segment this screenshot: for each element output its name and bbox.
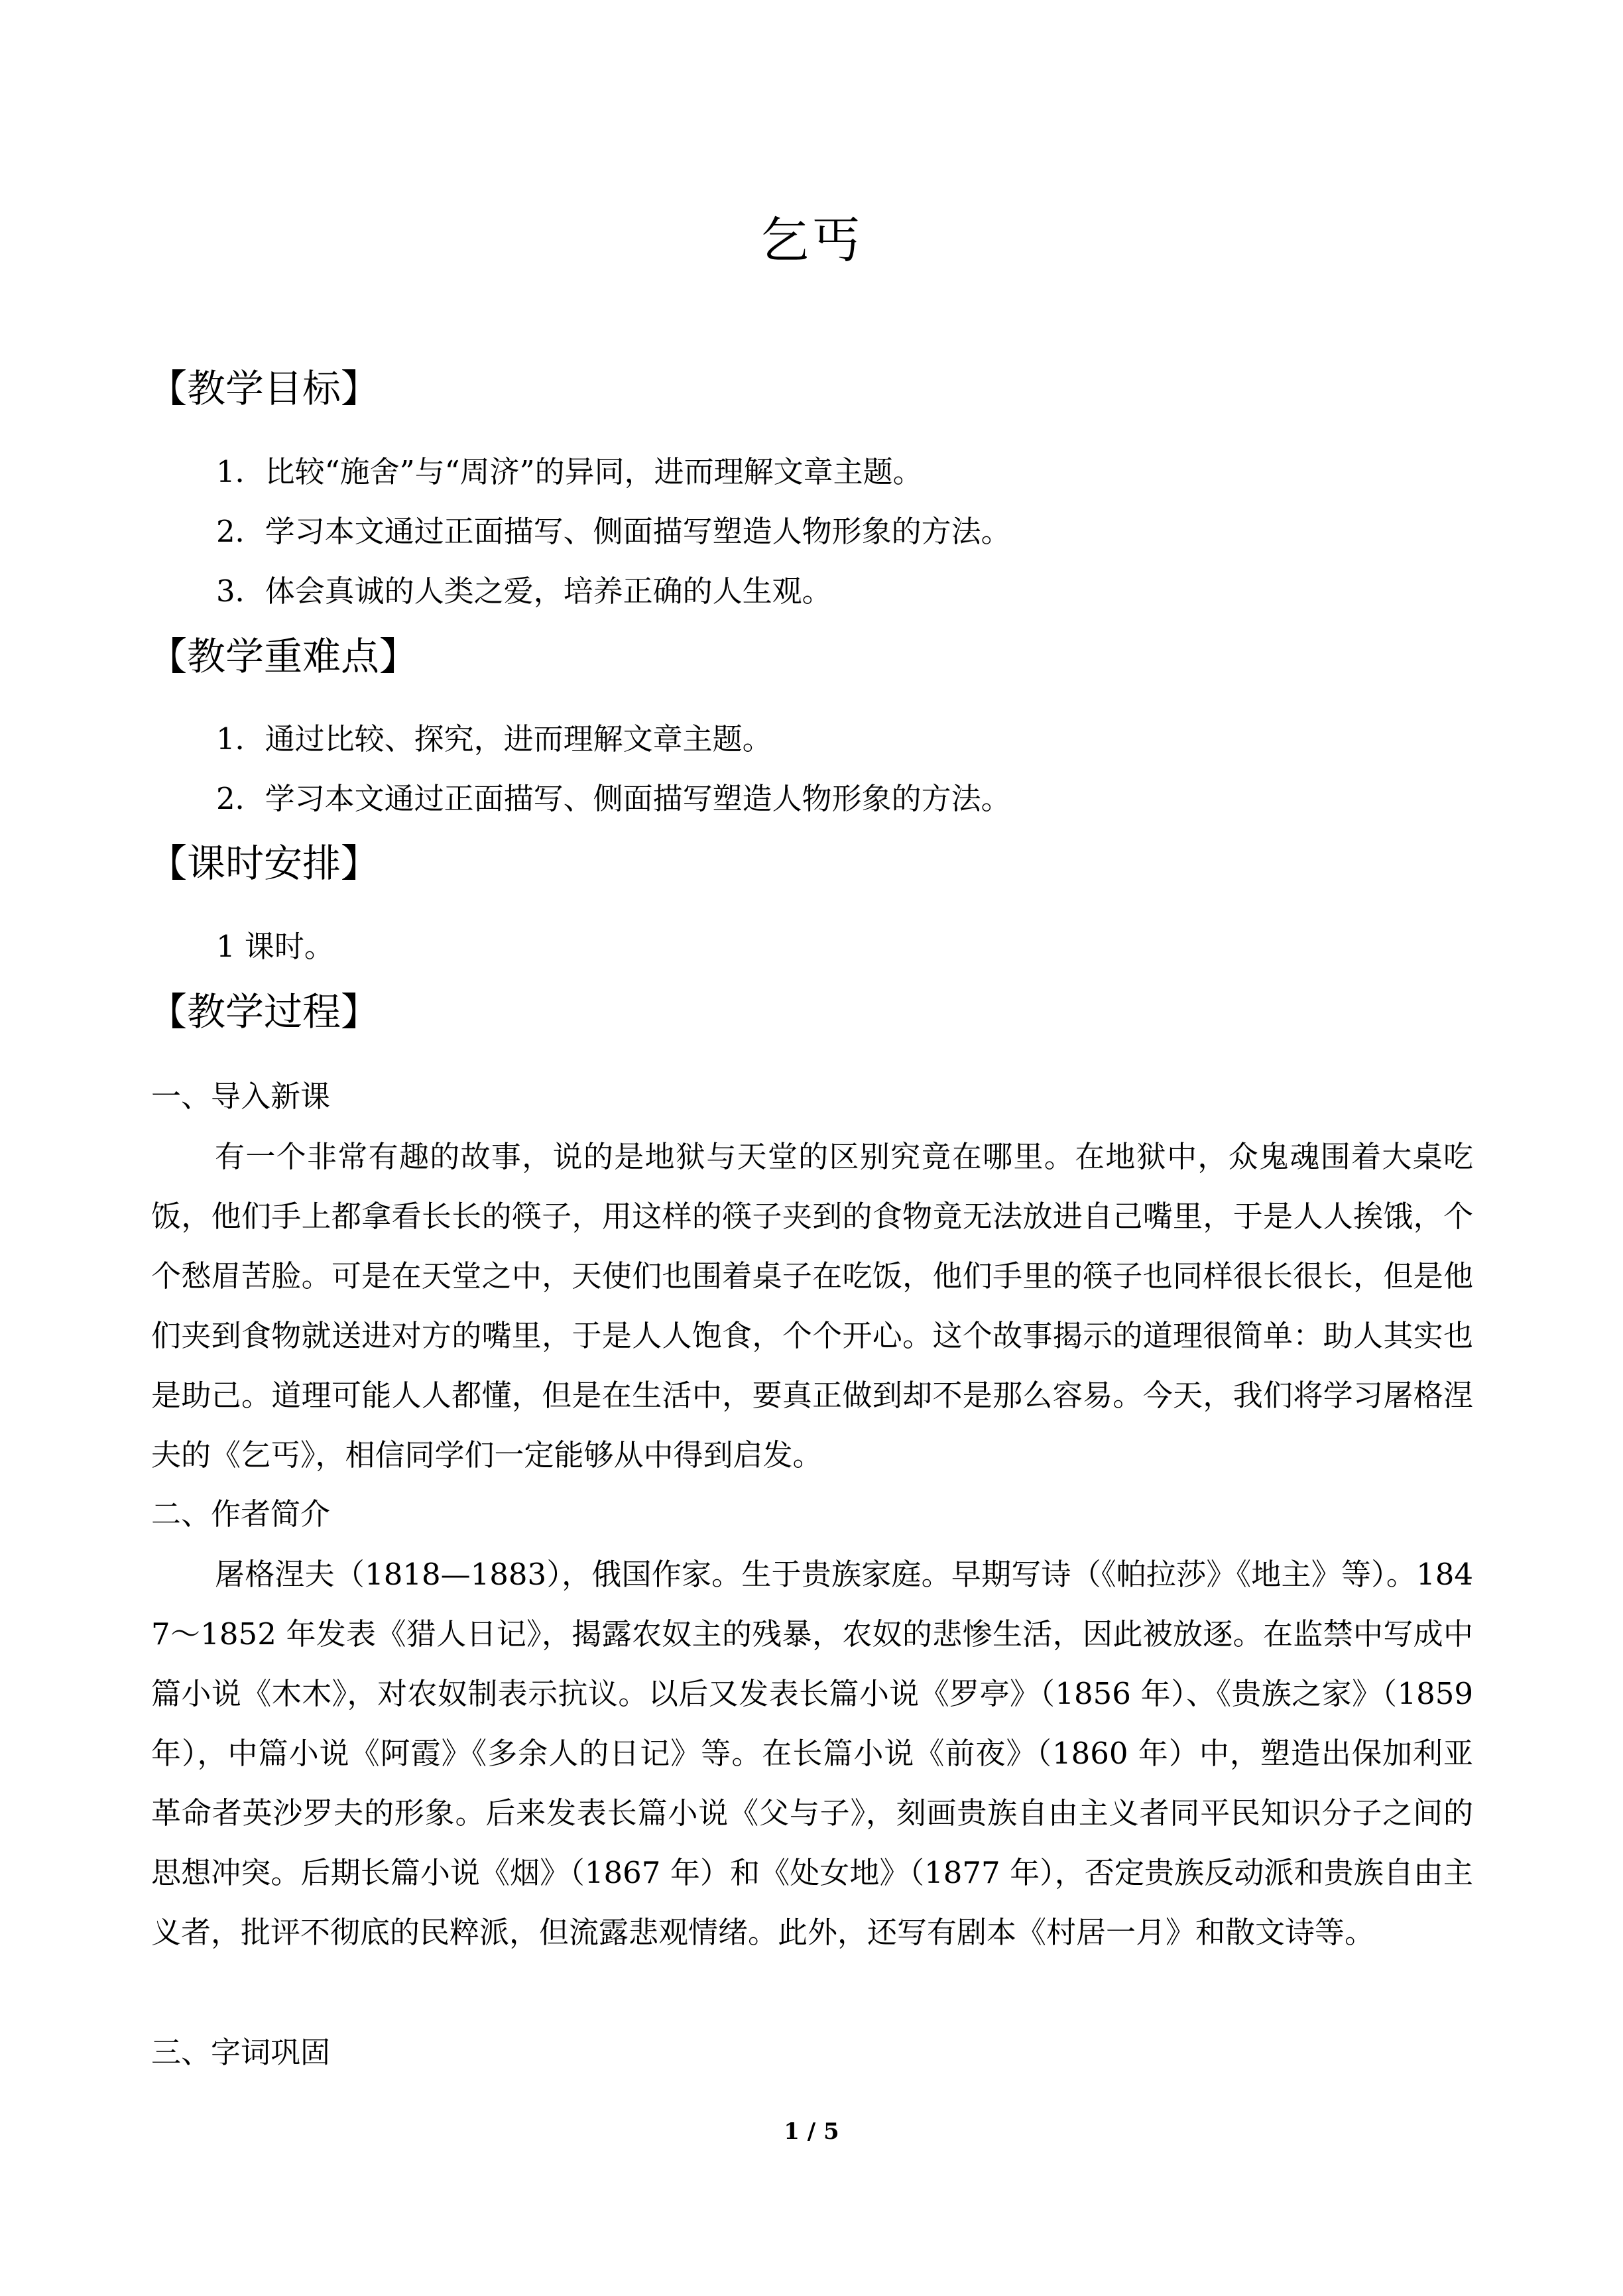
- objective-item-1: 1．比较“施舍”与“周济”的异同，进而理解文章主题。: [216, 454, 923, 489]
- section-vocab-title: 三、字词巩固: [151, 2035, 331, 2070]
- schedule-text: 1 课时。: [216, 929, 334, 964]
- page-number: 1 / 5: [784, 2118, 839, 2145]
- heading-objectives: 【教学目标】: [149, 366, 380, 411]
- objective-item-2: 2．学习本文通过正面描写、侧面描写塑造人物形象的方法。: [216, 514, 1011, 549]
- section-author-paragraph: 屠格涅夫（1818—1883），俄国作家。生于贵族家庭。早期写诗（《帕拉莎》《地主》等）。1847～1852 年发表《猎人日记》，揭露农奴主的残暴，农奴的悲惨生活，因此被放逐。在监禁中写成中篇小说《木木》，对农奴制表示抗议。以后又发表长篇小说《罗亭》（1856 年）、《贵族之家》（1859 年），中篇小说《阿霞》《多余人的日记》等。在长篇小说《前夜》（1860 年）中，塑造出保加利亚革命者英沙罗夫的形象。后来发表长篇小说《父与子》，刻画贵族自由主义者同平民知识分子之间的思想冲突。后期长篇小说《烟》（1867 年）和《处女地》（1877 年），否定贵族反动派和贵族自由主义者，批评不彻底的民粹派，但流露悲观情绪。此外，还写有剧本《村居一月》和散文诗等。: [151, 1557, 1473, 1950]
- section-author-title: 二、作者简介: [151, 1496, 331, 1532]
- key-point-item-2: 2．学习本文通过正面描写、侧面描写塑造人物形象的方法。: [216, 781, 1011, 816]
- section-intro-title: 一、导入新课: [151, 1079, 331, 1114]
- objective-item-3: 3．体会真诚的人类之爱，培养正确的人生观。: [216, 574, 832, 609]
- heading-process: 【教学过程】: [149, 989, 380, 1034]
- section-intro-paragraph: 有一个非常有趣的故事，说的是地狱与天堂的区别究竟在哪里。在地狱中，众鬼魂围着大桌吃饭，他们手上都拿看长长的筷子，用这样的筷子夹到的食物竟无法放进自己嘴里，于是人人挨饿，个个愁眉苦脸。可是在天堂之中，天使们也围着桌子在吃饭，他们手里的筷子也同样很长很长，但是他们夹到食物就送进对方的嘴里，于是人人饱食，个个开心。这个故事揭示的道理很简单：助人其实也是助己。道理可能人人都懂，但是在生活中，要真正做到却不是那么容易。今天，我们将学习屠格涅夫的《乞丐》，相信同学们一定能够从中得到启发。: [151, 1139, 1473, 1473]
- heading-schedule: 【课时安排】: [149, 841, 380, 886]
- document-title: 乞丐: [760, 212, 863, 269]
- heading-key-points: 【教学重难点】: [149, 634, 418, 679]
- key-point-item-1: 1．通过比较、探究，进而理解文章主题。: [216, 721, 772, 756]
